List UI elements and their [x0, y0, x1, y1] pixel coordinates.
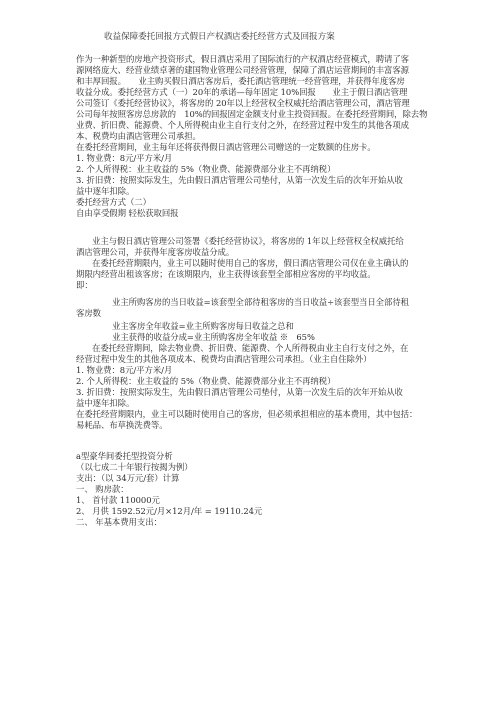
- para1-line: 收益分成。委托经营方式（一）20年的承诺—每年固定 10%回报 业主于假日酒店管理: [76, 87, 408, 97]
- list-item: 1. 物业费：8元/平方米/月: [76, 365, 173, 375]
- analysis-line: 二、 年基本费用支出：: [76, 517, 162, 527]
- analysis-line: 支出：（以 34万元/套）计算: [76, 473, 180, 483]
- para1-line: 源网络庞大、经营业绩卓著的建国物业管理公司经营管理，保障了酒店运营期间的丰富客源: [76, 65, 409, 75]
- para2-line: 酒店管理公司，并获得年度客房收益分成。: [76, 247, 235, 257]
- document-title: 收益保障委托回报方式假日产权酒店委托经营方式及回报方案: [104, 32, 335, 42]
- para1-line: 作为一种新型的房地产投资形式，假日酒店采用了国际流行的产权酒店经营模式，聘请了客: [76, 54, 409, 64]
- para3-line: 在委托经营期限内，业主可以随时使用自己的客房，但必须承担相应的基本费用，其中包括：: [76, 409, 418, 419]
- list-item: 3. 折旧费：按照实际发生，先由假日酒店管理公司垫付，从第一次发生后的次年开始从收: [76, 387, 403, 397]
- para1-line: 在委托经营期间，业主每年还将获得假日酒店管理公司赠送的一定数额的住房卡。: [76, 142, 376, 152]
- para2-line: 在委托经营期限内，业主可以随时使用自己的客房，假日酒店管理公司仅在业主确认的: [92, 258, 409, 268]
- para1-line: 业费、折旧费、能源费、个人所得税由业主自行支付之外，在经营过程中发生的其他各项成: [76, 120, 409, 130]
- analysis-line: 2、 月供 1592.52元/月×12月/年 = 19110.24元: [76, 506, 263, 516]
- para3-line: 在委托经营期间，除去物业费、折旧费、能源费、个人所得税由业主自行支付之外，在: [92, 343, 409, 353]
- analysis-line: 1、 首付款 110000元: [76, 495, 160, 505]
- analysis-line: 一、 购房款：: [76, 484, 129, 494]
- list-item-continued: 益中逐年扣除。: [76, 398, 135, 408]
- list-item: 2. 个人所得税：业主收益的 5%（物业费、能源费部分业主不再纳税）: [76, 376, 336, 386]
- formula-line: 业主所购客房的当日收益=该套型全部待租客房的当日收益÷该套型当日全部待租: [112, 297, 409, 307]
- section-heading: 委托经营方式（二）: [76, 197, 151, 207]
- para1-line: 公司每年按照客房总房款的 10%的回报固定金额支付业主投资回报。在委托经营期间，除去物: [76, 109, 428, 119]
- para1-line: 和丰厚回报。 业主购买假日酒店客房后，委托酒店管理统一经营管理，并获得年度客房: [76, 76, 405, 86]
- para1-line: 公司签订《委托经营协议》，将客房的 20年以上经营权全权威托给酒店管理公司，酒店管理: [76, 98, 410, 108]
- para3-line: 经营过程中发生的其他各项成本、税费均由酒店管理公司承担。（业主自住除外）: [76, 354, 372, 364]
- section-subheading: 自由享受假期 轻松获取回报: [76, 208, 179, 218]
- list-item-continued: 益中逐年扣除。: [76, 186, 135, 196]
- analysis-line: （以七成二十年银行按揭为例）: [76, 462, 193, 472]
- list-item: 3. 折旧费：按照实际发生，先由假日酒店管理公司垫付，从第一次发生后的次年开始从收: [76, 175, 403, 185]
- list-item: 1. 物业费：8元/平方米/月: [76, 153, 173, 163]
- list-item: 2. 个人所得税：业主收益的 5%（物业费、能源费部分业主不再纳税）: [76, 164, 336, 174]
- analysis-heading: a型豪华间委托型投资分析: [76, 451, 173, 461]
- formula-line: 业主客房全年收益=业主所购客房每日收益之总和: [112, 321, 294, 331]
- formula-line: 业主获得的收益分成=业主所购客房全年收益 ※ 65%: [112, 332, 315, 342]
- para3-line: 易耗品、布草换洗费等。: [76, 420, 168, 430]
- para2-line: 期限内经营出租该客房；在该期限内，业主获得该套型全部相应客房的平均收益。: [76, 269, 376, 279]
- para1-line: 本、税费均由酒店管理公司承担。: [76, 131, 201, 141]
- para2-line: 即：: [76, 280, 93, 290]
- formula-line: 客房数: [76, 308, 101, 318]
- para2-line: 业主与假日酒店管理公司签署《委托经营协议》，将客房的 1年以上经营权全权威托给: [92, 236, 404, 246]
